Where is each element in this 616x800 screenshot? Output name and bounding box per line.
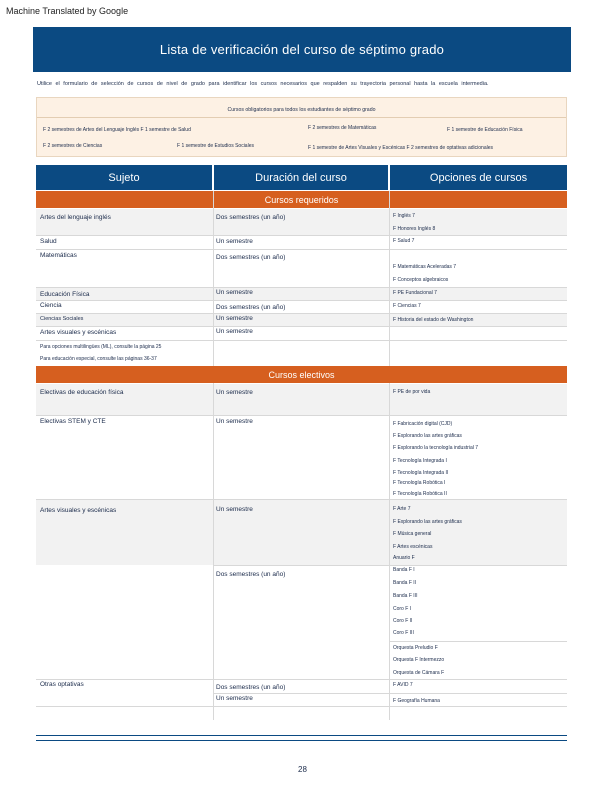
subject-stem-cte: Electivas STEM y CTE xyxy=(40,418,106,425)
option: F Artes escénicas xyxy=(393,544,433,550)
subject-ela: Artes del lenguaje inglés xyxy=(40,214,111,221)
row-divider xyxy=(36,415,567,416)
subject-pe: Educación Física xyxy=(40,291,90,298)
option: F Explorando las artes gráficas xyxy=(393,433,462,439)
option: Coro F III xyxy=(393,630,414,636)
option: F Geografía Humana xyxy=(393,698,440,704)
option: Banda F II xyxy=(393,580,417,586)
machine-translated-label: Machine Translated by Google xyxy=(6,6,129,16)
subject-social-studies: Ciencias Sociales xyxy=(40,316,84,322)
band-electives: Cursos electivos xyxy=(36,366,567,383)
row-divider xyxy=(36,300,567,301)
duration-health: Un semestre xyxy=(216,238,253,245)
duration-social-studies: Un semestre xyxy=(216,315,253,322)
required-item: F 2 semestres de Ciencias xyxy=(43,143,103,149)
required-item: F 2 semestres de Matemáticas xyxy=(308,125,377,131)
duration-math: Dos semestres (un año) xyxy=(216,254,286,261)
footer-rule xyxy=(36,735,567,736)
subject-math: Matemáticas xyxy=(40,252,77,259)
option: Orquesta F Intermezzo xyxy=(393,657,445,663)
duration-ela: Dos semestres (un año) xyxy=(216,214,286,221)
required-item: F 1 semestre de Estudios Sociales xyxy=(177,143,254,149)
option: F Inglés 7 xyxy=(393,213,415,219)
option: F Explorando las artes gráficas xyxy=(393,519,462,525)
band-required: Cursos requeridos xyxy=(36,191,567,208)
row-divider xyxy=(36,706,567,707)
option: F Salud 7 xyxy=(393,238,415,244)
option: F Tecnología Robótica II xyxy=(393,491,447,497)
note-sped: Para educación especial, consulte las páginas 36-37 xyxy=(40,356,157,362)
row-divider xyxy=(36,340,567,341)
subject-pe-electives: Electivas de educación física xyxy=(40,389,124,396)
row-divider xyxy=(36,313,567,314)
option: Banda F I xyxy=(393,567,415,573)
row-divider xyxy=(36,249,567,250)
col-divider xyxy=(213,191,214,720)
row-divider xyxy=(36,235,567,236)
duration-other-1: Dos semestres (un año) xyxy=(216,684,286,691)
row-divider xyxy=(36,287,567,288)
option: F AVID 7 xyxy=(393,682,413,688)
row-shade xyxy=(36,287,567,300)
page-number: 28 xyxy=(298,765,307,774)
required-box-header: Cursos obligatorios para todos los estudiantes de séptimo grado xyxy=(227,107,376,113)
required-courses-box xyxy=(36,97,567,157)
duration-pe: Un semestre xyxy=(216,289,253,296)
course-table xyxy=(36,165,567,705)
header-options: Opciones de cursos xyxy=(390,165,567,190)
row-divider xyxy=(36,499,567,500)
required-item: F 2 semestres de Artes del Lenguaje Inglés F 1 semestre de Salud xyxy=(43,127,191,133)
option: F PE de por vida xyxy=(393,389,431,395)
option: Banda F III xyxy=(393,593,418,599)
option: Coro F II xyxy=(393,618,413,624)
option: F Matemáticas Aceleradas 7 xyxy=(393,264,457,270)
row-divider xyxy=(390,641,567,642)
intro-text: Utilice el formulario de selección de cursos de nivel de grado para identificar los cursos necesarios que respalden su trayectoria personal hasta la escuela intermedia. xyxy=(37,81,489,87)
required-item: F 1 semestre de Educación Física xyxy=(447,127,523,133)
duration-other-2: Un semestre xyxy=(216,695,253,702)
option: Coro F I xyxy=(393,606,412,612)
divider xyxy=(37,117,566,118)
option: Anuario F xyxy=(393,555,415,561)
option: F Historia del estado de Washington xyxy=(393,317,474,323)
option: Orquesta Preludio F xyxy=(393,645,438,651)
row-shade xyxy=(36,313,567,326)
option: F Explorando la tecnología industrial 7 xyxy=(393,445,479,451)
subject-other-electives: Otras optativas xyxy=(40,681,84,688)
duration-music: Dos semestres (un año) xyxy=(216,571,286,578)
option: F Conceptos algebraicos xyxy=(393,277,449,283)
option: F Música general xyxy=(393,531,432,537)
row-shade xyxy=(36,209,567,235)
subject-health: Salud xyxy=(40,238,57,245)
subject-vpa-electives: Artes visuales y escénicas xyxy=(40,507,117,514)
footer-rule xyxy=(36,740,567,741)
subject-vpa: Artes visuales y escénicas xyxy=(40,329,117,336)
required-item: F 1 semestre de Artes Visuales y Escénicas F 2 semestres de optativas adicionales xyxy=(308,145,493,151)
row-divider xyxy=(36,326,567,327)
header-duration: Duración del curso xyxy=(214,165,388,190)
row-divider xyxy=(214,565,567,566)
duration-vpa: Un semestre xyxy=(216,328,253,335)
duration-pe-electives: Un semestre xyxy=(216,389,253,396)
note-ml: Para opciones multilingües (ML), consulte la página 25 xyxy=(40,344,162,350)
subject-science: Ciencia xyxy=(40,302,62,309)
header-subject: Sujeto xyxy=(36,165,212,190)
option: F Fabricación digital (CJD) xyxy=(393,421,453,427)
option: F PE Fundacional 7 xyxy=(393,290,437,296)
duration-science: Dos semestres (un año) xyxy=(216,304,286,311)
option: F Tecnología Integrada II xyxy=(393,470,449,476)
duration-stem-cte: Un semestre xyxy=(216,418,253,425)
page-title: Lista de verificación del curso de séptimo grado xyxy=(33,27,571,72)
option: F Ciencias 7 xyxy=(393,303,421,309)
duration-vpa-electives: Un semestre xyxy=(216,506,253,513)
row-divider xyxy=(214,693,567,694)
option: F Honores Inglés 8 xyxy=(393,226,436,232)
option: Orquesta de Cámara F xyxy=(393,670,445,676)
option: F Tecnología Robótica I xyxy=(393,480,446,486)
option: F Arte 7 xyxy=(393,506,411,512)
row-divider xyxy=(36,679,567,680)
option: F Tecnología Integrada I xyxy=(393,458,447,464)
